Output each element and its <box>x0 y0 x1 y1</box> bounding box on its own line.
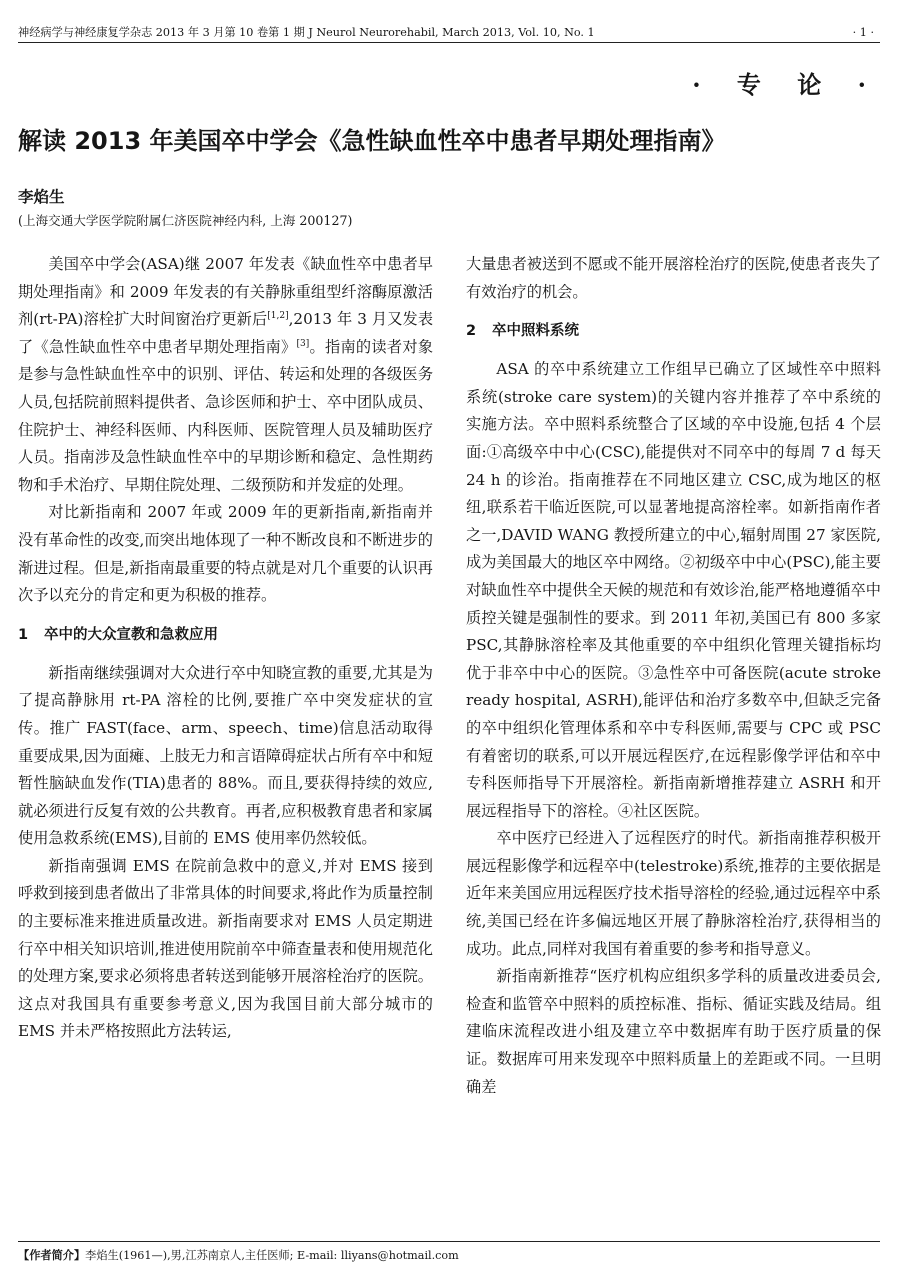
section-number: 1 <box>18 626 29 643</box>
citation-ref: [3] <box>296 338 310 349</box>
section-heading-text: 卒中照料系统 <box>492 323 579 340</box>
paragraph: 大量患者被送到不愿或不能开展溶栓治疗的医院,使患者丧失了有效治疗的机会。 <box>466 255 881 301</box>
paragraph: 对比新指南和 2007 年或 2009 年的更新指南,新指南并没有革命性的改变,而突出地体现了一种不断改良和不断进步的渐进过程。但是,新指南最重要的特点就是对几个重要的认识再次予以充分的肯定和更为积极的推荐。 <box>18 503 433 605</box>
paragraph: 卒中医疗已经进入了远程医疗的时代。新指南推荐积极开展远程影像学和远程卒中(telestroke)系统,推荐的主要依据是近年来美国应用远程医疗技术指导溶栓的经验,通过远程卒中系统,美国已经在许多偏远地区开展了静脉溶栓治疗,获得相当的成功。此点,同样对我国有着重要的参考和指导意义。 <box>466 829 881 958</box>
author-footnote <box>18 1241 880 1265</box>
section-label: · 专 论 · <box>692 70 880 99</box>
page-number: · 1 · <box>852 26 874 39</box>
article-title: 解读 2013 年美国卒中学会《急性缺血性卒中患者早期处理指南》 <box>18 127 726 155</box>
author-affiliation: (上海交通大学医学院附属仁济医院神经内科, 上海 200127) <box>18 213 353 228</box>
paragraph: 新指南强调 EMS 在院前急救中的意义,并对 EMS 接到呼救到接到患者做出了非常具体的时间要求,将此作为质量控制的主要标准来推进质量改进。新指南要求对 EMS 人员定期进行卒中相关知识培训,推进使用院前卒中筛查量表和使用规范化的处理方案,要求必须将患者转送到能够开展溶栓治疗的医院。这点对我国具有重要参考意义,因为我国目前大部分城市的 EMS 并未严格按照此方法转运, <box>18 856 433 1041</box>
section-heading-text: 卒中的大众宣教和急救应用 <box>44 626 218 643</box>
footnote-label: 【作者简介】 <box>18 1248 86 1262</box>
running-header <box>18 24 880 43</box>
section-heading <box>18 621 433 649</box>
right-column <box>466 251 881 1101</box>
journal-citation: 神经病学与神经康复学杂志 2013 年 3 月第 10 卷第 1 期 J Neurol Neurorehabil, March 2013, Vol. 10, No. 1 <box>18 26 595 39</box>
citation-ref: [1,2] <box>267 311 289 322</box>
author-name: 李焰生 <box>18 188 65 206</box>
section-heading <box>466 317 881 345</box>
paragraph: 新指南继续强调对大众进行卒中知晓宣教的重要,尤其是为了提高静脉用 rt-PA 溶栓的比例,要推广卒中突发症状的宣传。推广 FAST(face、arm、speech、time)信息活动取得重要成果,因为面瘫、上肢无力和言语障碍症状占所有卒中和短暂性脑缺血发作(TIA)患者的 88%。而且,要获得持续的效应,就必须进行反复有效的公共教育。再者,应积极教育患者和家属使用急救系统(EMS),目前的 EMS 使用率仍然较低。 <box>18 663 433 848</box>
footnote-text: 李焰生(1961—),男,江苏南京人,主任医师; E-mail: lliyans@hotmail.com <box>85 1249 459 1262</box>
paragraph: 新指南新推荐“医疗机构应组织多学科的质量改进委员会,检查和监管卒中照料的质控标准、指标、循证实践及结局。组建临床流程改进小组及建立卒中数据库有助于医疗质量的保证。数据库可用来发现卒中照料质量上的差距或不同。一旦明确差 <box>466 967 881 1096</box>
paragraph: 美国卒中学会(ASA)继 2007 年发表《缺血性卒中患者早期处理指南》和 2009 年发表的有关静脉重组型纤溶酶原激活剂(rt-PA)溶栓扩大时间窗治疗更新后[1,2],2013 年 3 月又发表了《急性缺血性卒中患者早期处理指南》[3]。指南的读者对象是参与急性缺血性卒中的识别、评估、转运和处理的各级医务人员,包括院前照料提供者、急诊医师和护士、卒中团队成员、住院护士、神经科医师、内科医师、医院管理人员及辅助医疗人员。指南涉及急性缺血性卒中的早期诊断和稳定、急性期药物和手术治疗、早期住院处理、二级预防和并发症的处理。 <box>18 255 434 494</box>
paragraph: ASA 的卒中系统建立工作组早已确立了区域性卒中照料系统(stroke care system)的关键内容并推荐了卒中系统的实施方法。卒中照料系统整合了区域的卒中设施,包括 4 个层面:①高级卒中中心(CSC),能提供对不同卒中的每周 7 d 每天 24 h 的诊治。指南推荐在不同地区建立 CSC,成为地区的枢纽,联系若干临近医院,可以显著地提高溶栓率。如新指南作者之一,DAVID WANG 教授所建立的中心,辐射周围 27 家医院,成为美国最大的地区卒中网络。②初级卒中中心(PSC),能主要对缺血性卒中提供全天候的规范和有效诊治,能严格地遵循卒中质控关键是强制性的要求。到 2011 年初,美国已有 800 多家 PSC,其静脉溶栓率及其他重要的卒中组织化管理关键指标均优于非卒中中心的医院。③急性卒中可备医院(acute stroke ready hospital, ASRH),能评估和治疗多数卒中,但缺乏完备的卒中组织化管理体系和卒中专科医师,需要与 CPC 或 PSC 有着密切的联系,可以开展远程医疗,在远程影像学评估和卒中专科医师指导下开展溶栓。新指南新增推荐建立 ASRH 和开展远程指导下的溶栓。④社区医院。 <box>466 360 881 820</box>
section-number: 2 <box>466 323 477 340</box>
left-column <box>18 251 433 1046</box>
